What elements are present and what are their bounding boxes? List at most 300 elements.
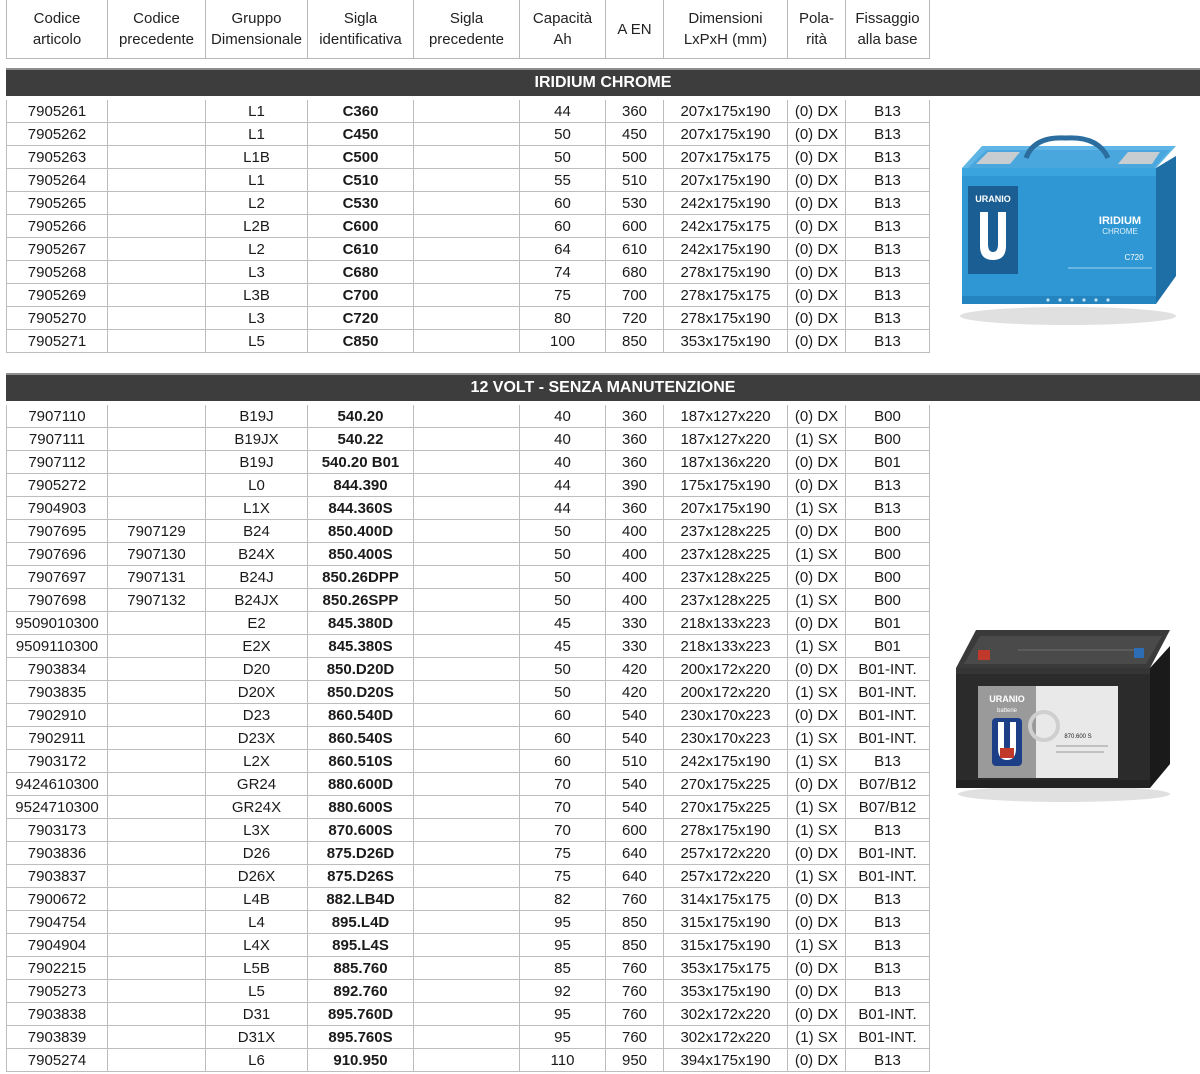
cell-capacita-ah: 44 [520,497,606,519]
cell-fissaggio: B13 [846,169,930,191]
cell-a-en: 400 [606,566,664,588]
cell-sigla-identificativa: 875.D26S [308,865,414,887]
cell-sigla-identificativa: C700 [308,284,414,306]
table-row [6,428,930,451]
header-a-en: A EN [606,0,664,59]
standard-brand-text: URANIO [989,694,1025,704]
cell-fissaggio: B07/B12 [846,773,930,795]
cell-dimensioni: 353x175x175 [664,957,788,979]
cell-capacita-ah: 50 [520,681,606,703]
cell-sigla-identificativa: C510 [308,169,414,191]
cell-sigla-precedente [414,284,520,306]
cell-codice-precedente [108,100,206,122]
table-row [6,796,930,819]
cell-codice-precedente [108,681,206,703]
cell-fissaggio: B00 [846,589,930,611]
table-row [6,612,930,635]
cell-polarita: (1) SX [788,635,846,657]
cell-capacita-ah: 110 [520,1049,606,1071]
cell-sigla-precedente [414,658,520,680]
cell-fissaggio: B13 [846,750,930,772]
cell-fissaggio: B01-INT. [846,681,930,703]
cell-capacita-ah: 95 [520,911,606,933]
table-row [6,1003,930,1026]
cell-gruppo-dimensionale: L1 [206,123,308,145]
table-row [6,842,930,865]
cell-codice-articolo: 7905270 [6,307,108,329]
cell-sigla-identificativa: 850.26SPP [308,589,414,611]
cell-sigla-precedente [414,911,520,933]
cell-dimensioni: 315x175x190 [664,934,788,956]
cell-fissaggio: B07/B12 [846,796,930,818]
cell-a-en: 360 [606,497,664,519]
cell-sigla-identificativa: 850.D20S [308,681,414,703]
cell-a-en: 760 [606,957,664,979]
table-row [6,980,930,1003]
cell-sigla-identificativa: 860.540S [308,727,414,749]
cell-polarita: (0) DX [788,215,846,237]
cell-polarita: (1) SX [788,865,846,887]
cell-codice-articolo: 7907111 [6,428,108,450]
cell-fissaggio: B13 [846,497,930,519]
cell-gruppo-dimensionale: B19J [206,451,308,473]
header-polarita: Pola- rità [788,0,846,59]
cell-codice-articolo: 7907110 [6,405,108,427]
cell-capacita-ah: 45 [520,612,606,634]
cell-sigla-identificativa: 540.20 B01 [308,451,414,473]
cell-a-en: 530 [606,192,664,214]
cell-fissaggio: B00 [846,520,930,542]
cell-fissaggio: B01-INT. [846,1003,930,1025]
cell-sigla-identificativa: 845.380S [308,635,414,657]
cell-a-en: 640 [606,842,664,864]
cell-capacita-ah: 40 [520,451,606,473]
cell-sigla-identificativa: C360 [308,100,414,122]
cell-fissaggio: B13 [846,146,930,168]
cell-dimensioni: 353x175x190 [664,330,788,352]
cell-dimensioni: 175x175x190 [664,474,788,496]
cell-capacita-ah: 75 [520,284,606,306]
cell-dimensioni: 242x175x190 [664,750,788,772]
cell-fissaggio: B01-INT. [846,658,930,680]
cell-fissaggio: B13 [846,474,930,496]
cell-capacita-ah: 70 [520,773,606,795]
cell-sigla-precedente [414,1026,520,1048]
cell-capacita-ah: 40 [520,428,606,450]
cell-capacita-ah: 100 [520,330,606,352]
cell-gruppo-dimensionale: B24J [206,566,308,588]
cell-dimensioni: 230x170x223 [664,704,788,726]
cell-polarita: (0) DX [788,100,846,122]
cell-capacita-ah: 60 [520,192,606,214]
cell-gruppo-dimensionale: GR24X [206,796,308,818]
cell-codice-articolo: 7905263 [6,146,108,168]
cell-sigla-precedente [414,888,520,910]
cell-fissaggio: B01-INT. [846,865,930,887]
cell-sigla-identificativa: 880.600D [308,773,414,795]
cell-sigla-identificativa: 540.20 [308,405,414,427]
cell-a-en: 360 [606,100,664,122]
table-row [6,957,930,980]
cell-polarita: (1) SX [788,796,846,818]
cell-gruppo-dimensionale: L1B [206,146,308,168]
cell-capacita-ah: 40 [520,405,606,427]
table-row [6,888,930,911]
cell-capacita-ah: 82 [520,888,606,910]
cell-sigla-identificativa: 850.400D [308,520,414,542]
cell-codice-articolo: 7903173 [6,819,108,841]
cell-sigla-identificativa: C600 [308,215,414,237]
cell-gruppo-dimensionale: L1 [206,169,308,191]
cell-sigla-precedente [414,474,520,496]
iridium-battery-image [948,128,1184,328]
cell-sigla-precedente [414,307,520,329]
cell-a-en: 760 [606,1003,664,1025]
table-row [6,238,930,261]
cell-sigla-precedente [414,497,520,519]
cell-gruppo-dimensionale: L2 [206,238,308,260]
table-row [6,658,930,681]
cell-fissaggio: B13 [846,980,930,1002]
cell-polarita: (1) SX [788,681,846,703]
cell-gruppo-dimensionale: E2X [206,635,308,657]
cell-capacita-ah: 75 [520,865,606,887]
cell-sigla-precedente [414,261,520,283]
cell-gruppo-dimensionale: L2B [206,215,308,237]
table-row [6,773,930,796]
cell-sigla-identificativa: 895.760S [308,1026,414,1048]
cell-codice-articolo: 7902910 [6,704,108,726]
table-12-volt [6,405,930,1072]
cell-dimensioni: 353x175x190 [664,980,788,1002]
cell-sigla-identificativa: C610 [308,238,414,260]
cell-capacita-ah: 85 [520,957,606,979]
cell-codice-precedente [108,497,206,519]
table-row [6,284,930,307]
cell-capacita-ah: 50 [520,146,606,168]
table-row [6,704,930,727]
cell-sigla-precedente [414,773,520,795]
cell-codice-precedente [108,474,206,496]
table-row [6,727,930,750]
cell-gruppo-dimensionale: L3 [206,307,308,329]
table-row [6,635,930,658]
cell-dimensioni: 257x172x220 [664,842,788,864]
cell-gruppo-dimensionale: L6 [206,1049,308,1071]
cell-polarita: (0) DX [788,704,846,726]
cell-capacita-ah: 60 [520,750,606,772]
table-row [6,146,930,169]
cell-fissaggio: B01 [846,451,930,473]
cell-polarita: (0) DX [788,451,846,473]
table-row [6,451,930,474]
cell-codice-articolo: 9424610300 [6,773,108,795]
section-bar-iridium-chrome [6,68,1200,96]
cell-sigla-precedente [414,980,520,1002]
cell-gruppo-dimensionale: L5 [206,330,308,352]
cell-codice-articolo: 7903838 [6,1003,108,1025]
section-title: IRIDIUM CHROME [534,74,672,91]
cell-fissaggio: B00 [846,543,930,565]
cell-a-en: 360 [606,405,664,427]
cell-polarita: (0) DX [788,612,846,634]
cell-a-en: 360 [606,451,664,473]
cell-sigla-precedente [414,192,520,214]
cell-sigla-identificativa: C850 [308,330,414,352]
cell-polarita: (1) SX [788,428,846,450]
cell-a-en: 760 [606,980,664,1002]
cell-sigla-precedente [414,123,520,145]
cell-capacita-ah: 60 [520,727,606,749]
cell-sigla-identificativa: 844.390 [308,474,414,496]
cell-gruppo-dimensionale: D20 [206,658,308,680]
cell-codice-articolo: 7903837 [6,865,108,887]
cell-dimensioni: 242x175x190 [664,192,788,214]
cell-fissaggio: B13 [846,888,930,910]
cell-codice-articolo: 9524710300 [6,796,108,818]
cell-fissaggio: B13 [846,284,930,306]
cell-dimensioni: 207x175x190 [664,123,788,145]
cell-codice-articolo: 7905273 [6,980,108,1002]
cell-dimensioni: 278x175x190 [664,307,788,329]
cell-codice-articolo: 7903835 [6,681,108,703]
cell-a-en: 400 [606,520,664,542]
cell-a-en: 680 [606,261,664,283]
cell-dimensioni: 257x172x220 [664,865,788,887]
cell-codice-articolo: 7904754 [6,911,108,933]
cell-a-en: 360 [606,428,664,450]
header-capacita-ah: Capacità Ah [520,0,606,59]
cell-sigla-identificativa: 860.540D [308,704,414,726]
iridium-brand-text: URANIO [975,194,1011,204]
cell-a-en: 700 [606,284,664,306]
cell-polarita: (0) DX [788,192,846,214]
cell-dimensioni: 207x175x175 [664,146,788,168]
cell-sigla-precedente [414,146,520,168]
cell-dimensioni: 230x170x223 [664,727,788,749]
cell-codice-articolo: 9509110300 [6,635,108,657]
cell-fissaggio: B13 [846,192,930,214]
cell-dimensioni: 207x175x190 [664,100,788,122]
cell-polarita: (1) SX [788,750,846,772]
cell-capacita-ah: 80 [520,307,606,329]
cell-codice-precedente [108,123,206,145]
cell-dimensioni: 278x175x175 [664,284,788,306]
cell-codice-precedente [108,911,206,933]
table-row [6,911,930,934]
cell-sigla-identificativa: 885.760 [308,957,414,979]
cell-sigla-precedente [414,520,520,542]
cell-codice-articolo: 7904903 [6,497,108,519]
cell-a-en: 600 [606,819,664,841]
cell-capacita-ah: 70 [520,819,606,841]
cell-codice-precedente [108,1026,206,1048]
cell-fissaggio: B00 [846,428,930,450]
cell-sigla-identificativa: C500 [308,146,414,168]
cell-dimensioni: 394x175x190 [664,1049,788,1071]
cell-dimensioni: 187x127x220 [664,405,788,427]
table-row [6,261,930,284]
iridium-model-text: C720 [1124,253,1144,262]
cell-polarita: (1) SX [788,497,846,519]
cell-polarita: (0) DX [788,980,846,1002]
cell-gruppo-dimensionale: L3X [206,819,308,841]
cell-a-en: 510 [606,169,664,191]
cell-sigla-precedente [414,100,520,122]
cell-codice-articolo: 7903839 [6,1026,108,1048]
cell-sigla-precedente [414,215,520,237]
header-codice-articolo: Codice articolo [6,0,108,59]
cell-sigla-identificativa: 540.22 [308,428,414,450]
cell-codice-precedente [108,635,206,657]
cell-capacita-ah: 50 [520,123,606,145]
cell-polarita: (0) DX [788,842,846,864]
cell-codice-precedente [108,261,206,283]
cell-polarita: (1) SX [788,727,846,749]
cell-codice-precedente [108,888,206,910]
cell-polarita: (0) DX [788,474,846,496]
cell-polarita: (1) SX [788,1026,846,1048]
cell-codice-articolo: 7905274 [6,1049,108,1071]
cell-codice-articolo: 9509010300 [6,612,108,634]
cell-codice-precedente [108,330,206,352]
cell-dimensioni: 218x133x223 [664,612,788,634]
cell-dimensioni: 302x172x220 [664,1003,788,1025]
cell-gruppo-dimensionale: D26 [206,842,308,864]
cell-codice-precedente [108,750,206,772]
cell-sigla-precedente [414,819,520,841]
cell-gruppo-dimensionale: L1X [206,497,308,519]
cell-codice-articolo: 7900672 [6,888,108,910]
standard-model-text: 870.600 S [1064,734,1092,740]
cell-polarita: (0) DX [788,238,846,260]
cell-gruppo-dimensionale: L3B [206,284,308,306]
table-row [6,543,930,566]
table-row [6,497,930,520]
cell-fissaggio: B13 [846,307,930,329]
cell-polarita: (0) DX [788,520,846,542]
cell-codice-precedente [108,284,206,306]
cell-codice-articolo: 7904904 [6,934,108,956]
cell-capacita-ah: 45 [520,635,606,657]
cell-gruppo-dimensionale: B24X [206,543,308,565]
section-title: 12 VOLT - SENZA MANUTENZIONE [470,379,736,396]
cell-sigla-precedente [414,169,520,191]
cell-sigla-precedente [414,1003,520,1025]
cell-a-en: 540 [606,704,664,726]
cell-codice-precedente [108,796,206,818]
cell-sigla-identificativa: 860.510S [308,750,414,772]
cell-dimensioni: 278x175x190 [664,261,788,283]
cell-codice-precedente [108,980,206,1002]
cell-sigla-identificativa: 850.26DPP [308,566,414,588]
cell-sigla-precedente [414,428,520,450]
cell-capacita-ah: 64 [520,238,606,260]
table-row [6,474,930,497]
cell-sigla-identificativa: 895.760D [308,1003,414,1025]
cell-polarita: (0) DX [788,261,846,283]
cell-dimensioni: 207x175x190 [664,497,788,519]
cell-codice-articolo: 7907696 [6,543,108,565]
cell-gruppo-dimensionale: GR24 [206,773,308,795]
table-row [6,589,930,612]
cell-codice-articolo: 7905267 [6,238,108,260]
cell-a-en: 540 [606,727,664,749]
cell-capacita-ah: 60 [520,704,606,726]
cell-codice-articolo: 7907697 [6,566,108,588]
cell-codice-precedente [108,428,206,450]
cell-codice-precedente [108,934,206,956]
header-dimensioni: Dimensioni LxPxH (mm) [664,0,788,59]
cell-dimensioni: 315x175x190 [664,911,788,933]
cell-codice-precedente [108,169,206,191]
cell-codice-precedente [108,704,206,726]
cell-a-en: 850 [606,934,664,956]
cell-a-en: 500 [606,146,664,168]
cell-codice-articolo: 7905261 [6,100,108,122]
cell-gruppo-dimensionale: L4B [206,888,308,910]
cell-fissaggio: B01 [846,612,930,634]
cell-fissaggio: B13 [846,819,930,841]
cell-codice-precedente [108,146,206,168]
cell-fissaggio: B13 [846,261,930,283]
cell-polarita: (0) DX [788,888,846,910]
cell-codice-precedente: 7907132 [108,589,206,611]
cell-sigla-precedente [414,566,520,588]
cell-polarita: (0) DX [788,658,846,680]
iridium-line2-text: CHROME [1102,227,1138,236]
cell-capacita-ah: 70 [520,796,606,818]
cell-sigla-identificativa: 850.D20D [308,658,414,680]
cell-polarita: (1) SX [788,934,846,956]
cell-sigla-precedente [414,330,520,352]
cell-polarita: (0) DX [788,146,846,168]
cell-fissaggio: B13 [846,1049,930,1071]
cell-codice-articolo: 7905262 [6,123,108,145]
cell-gruppo-dimensionale: L1 [206,100,308,122]
cell-sigla-identificativa: 895.L4S [308,934,414,956]
cell-fissaggio: B13 [846,934,930,956]
cell-sigla-precedente [414,405,520,427]
cell-polarita: (0) DX [788,307,846,329]
cell-capacita-ah: 75 [520,842,606,864]
cell-sigla-precedente [414,865,520,887]
cell-fissaggio: B01-INT. [846,727,930,749]
cell-a-en: 420 [606,681,664,703]
cell-codice-precedente: 7907130 [108,543,206,565]
table-row [6,307,930,330]
cell-fissaggio: B13 [846,215,930,237]
cell-a-en: 400 [606,589,664,611]
cell-codice-precedente [108,727,206,749]
header-sigla-identificativa: Sigla identificativa [308,0,414,59]
cell-fissaggio: B13 [846,911,930,933]
cell-capacita-ah: 50 [520,589,606,611]
cell-codice-precedente [108,957,206,979]
cell-fissaggio: B01-INT. [846,1026,930,1048]
table-row [6,192,930,215]
cell-gruppo-dimensionale: L2 [206,192,308,214]
cell-a-en: 600 [606,215,664,237]
cell-codice-precedente [108,842,206,864]
cell-codice-articolo: 7905265 [6,192,108,214]
cell-gruppo-dimensionale: L5B [206,957,308,979]
cell-a-en: 760 [606,888,664,910]
cell-codice-articolo: 7907698 [6,589,108,611]
cell-capacita-ah: 50 [520,520,606,542]
cell-polarita: (1) SX [788,819,846,841]
cell-a-en: 950 [606,1049,664,1071]
